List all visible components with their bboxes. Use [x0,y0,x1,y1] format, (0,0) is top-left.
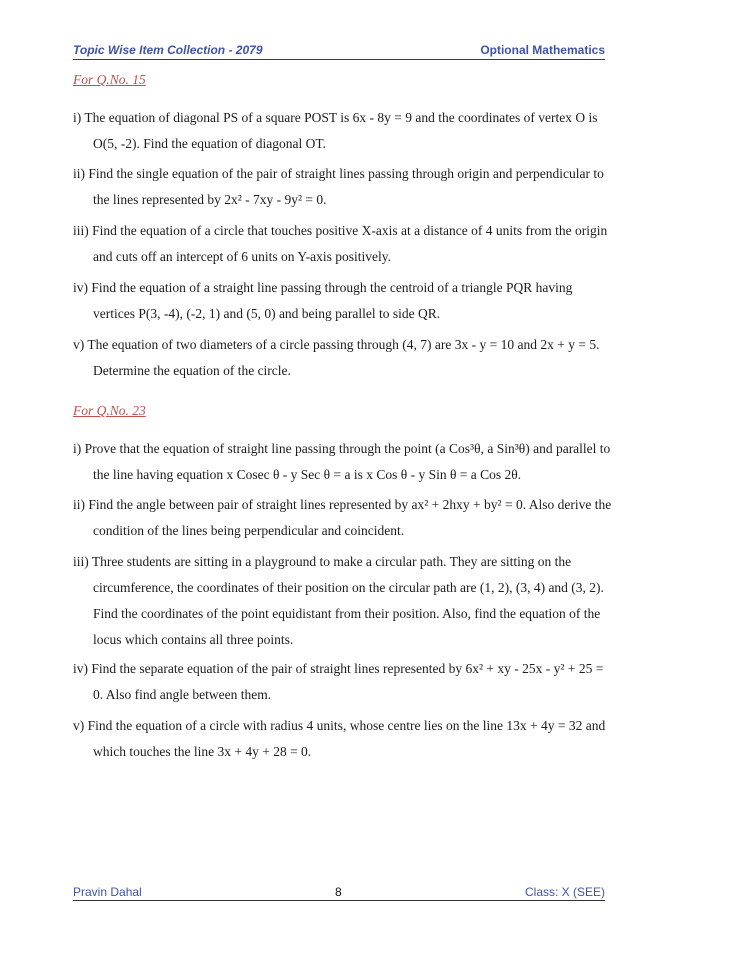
question-line: the line having equation x Cosec θ - y Sec θ = a is x Cos θ - y Sin θ = a Cos 2θ. [93,467,522,482]
question-line: ii) Find the angle between pair of straight lines represented by ax² + 2hxy + by² = 0. Also derive the [73,497,612,512]
page-header [73,40,605,60]
question-line: v) The equation of two diameters of a circle passing through (4, 7) are 3x - y = 10 and 2x + y = 5. [73,337,600,352]
footer-page-number: 8 [335,885,342,899]
question-line: v) Find the equation of a circle with radius 4 units, whose centre lies on the line 13x + 4y = 32 and [73,718,606,733]
question-line: O(5, -2). Find the equation of diagonal OT. [93,136,326,151]
question-line: which touches the line 3x + 4y + 28 = 0. [93,744,312,759]
question-line: Determine the equation of the circle. [93,363,291,378]
question-line: the lines represented by 2x² - 7xy - 9y² = 0. [93,192,327,207]
question-line: and cuts off an intercept of 6 units on Y-axis positively. [93,249,391,264]
section-title-q15: For Q.No. 15 [73,72,146,87]
section-title-q23: For Q.No. 23 [73,403,146,418]
question-line: iv) Find the equation of a straight line passing through the centroid of a triangle PQR having [73,280,573,295]
footer-class-label: Class: X (SEE) [524,885,605,899]
question-line: vertices P(3, -4), (-2, 1) and (5, 0) and being parallel to side QR. [93,306,441,321]
question-line: iv) Find the separate equation of the pair of straight lines represented by 6x² + xy - 25x - y² + 25 = [73,661,604,676]
question-line: 0. Also find angle between them. [93,687,272,702]
header-subject: Optional Mathematics [480,43,605,57]
question-line: circumference, the coordinates of their position on the circular path are (1, 2), (3, 4) and (3, 2). [93,580,604,595]
page-footer [73,885,605,901]
question-line: locus which contains all three points. [93,632,294,647]
footer-author: Pravin Dahal [73,885,142,899]
header-collection-title: Topic Wise Item Collection - 2079 [73,43,263,57]
question-line: Find the coordinates of the point equidistant from their position. Also, find the equation of the [93,606,601,621]
question-line: i) The equation of diagonal PS of a square POST is 6x - 8y = 9 and the coordinates of vertex O is [73,110,598,125]
question-line: iii) Three students are sitting in a playground to make a circular path. They are sitting on the [73,554,572,569]
question-line: iii) Find the equation of a circle that touches positive X-axis at a distance of 4 units from the origin [73,223,608,238]
question-line: ii) Find the single equation of the pair of straight lines passing through origin and perpendicular to [73,166,604,181]
question-line: condition of the lines being perpendicular and coincident. [93,523,405,538]
question-line: i) Prove that the equation of straight line passing through the point (a Cos³θ, a Sin³θ) and parallel to [73,441,611,456]
